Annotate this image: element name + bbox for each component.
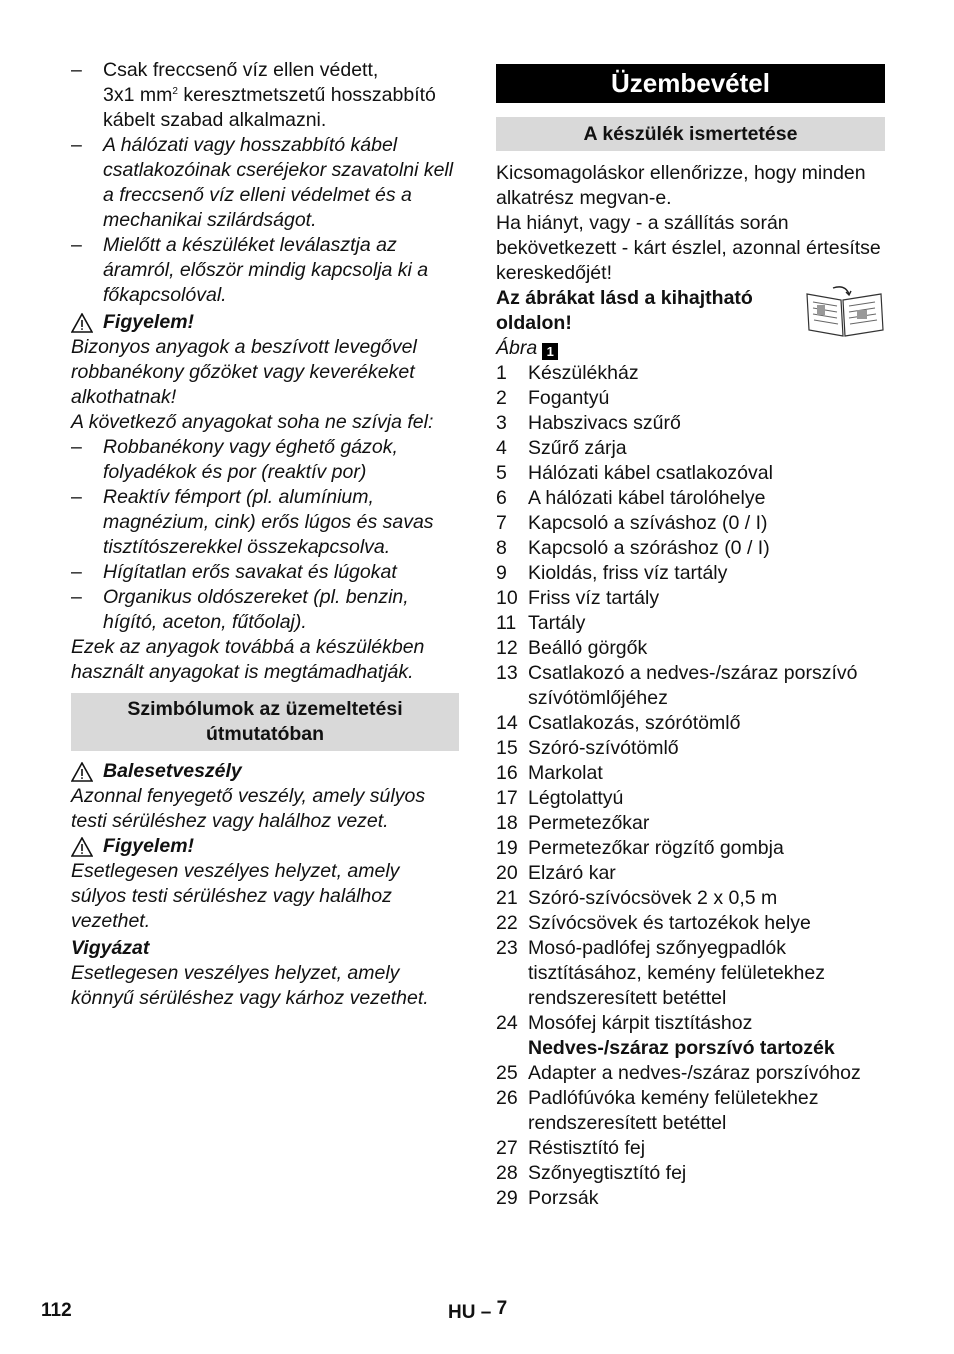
- warning-triangle-icon: [71, 837, 93, 857]
- list-item: 6 A hálózati kábel tárolóhelye: [496, 487, 766, 509]
- list-item: – Csak freccsenő víz ellen védett, 3x1 $mm^2$ keresztmetszetű hosszabbító kábelt szabad alkalmazni.: [71, 58, 459, 133]
- caution-heading: Vigyázat: [71, 937, 150, 959]
- list-item: 13 Csatlakozó a nedves-/száraz porszívó szívótömlőjéhez: [496, 662, 858, 709]
- figure-number-badge: 1: [542, 343, 558, 360]
- list-item: 20 Elzáró kar: [496, 862, 616, 884]
- list-item-text: Mielőtt a készüléket leválasztja az áramról, először mindig kapcsolja ki a főkapcsolóval.: [103, 234, 429, 306]
- danger-heading: Balesetveszély: [71, 759, 459, 784]
- warning-text: A következő anyagokat soha ne szívja fel:: [71, 411, 434, 433]
- list-item: 26 Padlófúvóka kemény felületekhez rendszeresített betéttel: [496, 1087, 819, 1134]
- list-item: 7 Kapcsoló a szíváshoz (0 / I): [496, 512, 768, 534]
- list-item-text: A hálózati vagy hosszabbító kábel csatlakozóinak cseréjekor szavatolni kell a freccsenő víz elleni védelmet és a mechanikai szilárdságot.: [103, 134, 454, 231]
- list-item: 4 Szűrő zárja: [496, 437, 627, 459]
- list-item: 22 Szívócsövek és tartozékok helye: [496, 912, 811, 934]
- warning-heading: Figyelem!: [71, 310, 459, 335]
- warning-text: Bizonyos anyagok a beszívott levegővel robbanékony gőzöket vagy keverékeket alkothatnak!: [71, 336, 417, 408]
- list-item: 21 Szóró-szívócsövek 2 x 0,5 m: [496, 887, 778, 909]
- intro-paragraph: Ha hiányt, vagy - a szállítás során bekövetkezett - kárt észlel, azonnal értesítse kereskedőjét!: [496, 212, 881, 284]
- list-item: 23 Mosó-padlófej szőnyegpadlók tisztításához, kemény felületekhez rendszeresített betéttel: [496, 937, 825, 1009]
- page-number: 112: [41, 1300, 72, 1321]
- warning-heading: Figyelem!: [71, 834, 459, 859]
- warning-triangle-icon: [71, 313, 93, 333]
- list-item: 28 Szőnyegtisztító fej: [496, 1162, 687, 1184]
- closing-text: Ezek az anyagok továbbá a készülékben használt anyagokat is megtámadhatják.: [71, 636, 425, 683]
- list-item: 2 Fogantyú: [496, 387, 610, 409]
- list-item: 8 Kapcsoló a szóráshoz (0 / I): [496, 537, 770, 559]
- warning-triangle-icon: [71, 762, 93, 782]
- list-item: – Hígítatlan erős savakat és lúgokat: [71, 561, 397, 583]
- accessories-heading: Nedves-/száraz porszívó tartozék: [528, 1037, 835, 1059]
- list-item: 10 Friss víz tartály: [496, 587, 660, 609]
- figure-note-text: Az ábrákat lásd a kihajtható oldalon!: [496, 287, 753, 334]
- symbols-heading: Szimbólumok az üzemeltetési útmutatóban: [71, 693, 459, 751]
- list-item: 16 Markolat: [496, 762, 603, 784]
- list-item: 11 Tartály: [496, 612, 586, 634]
- list-item: 17 Légtolattyú: [496, 787, 624, 809]
- list-item: 19 Permetezőkar rögzítő gombja: [496, 837, 784, 859]
- list-item: 18 Permetezőkar: [496, 812, 650, 834]
- list-item: – Robbanékony vagy éghető gázok, folyadékok és por (reaktív por): [71, 436, 398, 483]
- list-item: – Reaktív fémport (pl. alumínium, magnézium, cink) erős lúgos és savas tisztítószerekkel összekapcsolva.: [71, 486, 434, 558]
- list-item: – Mielőtt a készüléket leválasztja az áramról, először mindig kapcsolja ki a főkapcsolóval.: [71, 233, 459, 308]
- list-item: – Organikus oldószereket (pl. benzin, hígító, aceton, fűtőolaj).: [71, 586, 409, 633]
- footer-section-label: HU – 7: [448, 1298, 508, 1323]
- intro-paragraph: Kicsomagoláskor ellenőrizze, hogy minden alkatrész megvan-e.: [496, 162, 866, 209]
- list-item: 14 Csatlakozás, szórótömlő: [496, 712, 741, 734]
- left-column: [71, 58, 459, 1011]
- list-item: 25 Adapter a nedves-/száraz porszívóhoz: [496, 1062, 861, 1084]
- list-item: 15 Szóró-szívótömlő: [496, 737, 679, 759]
- list-item: 29 Porzsák: [496, 1187, 599, 1209]
- list-item: 12 Beálló görgők: [496, 637, 648, 659]
- list-item: 24 Mosófej kárpit tisztításhoz: [496, 1012, 753, 1034]
- list-item: – A hálózati vagy hosszabbító kábel csatlakozóinak cseréjekor szavatolni kell a freccsenő víz elleni védelmet és a mechanikai szilárdságot.: [71, 133, 459, 233]
- list-item-text: Csak freccsenő víz ellen védett, 3x1 $mm^2$ keresztmetszetű hosszabbító kábelt szabad alkalmazni.: [103, 59, 436, 131]
- section-title: Üzembevétel: [496, 64, 885, 103]
- figure-note: [496, 286, 885, 336]
- danger-text: Azonnal fenyegető veszély, amely súlyos testi sérüléshez vagy halálhoz vezet.: [71, 785, 426, 832]
- caution-text: Esetlegesen veszélyes helyzet, amely könnyű sérüléshez vagy kárhoz vezethet.: [71, 962, 429, 1009]
- right-column: [496, 58, 885, 1211]
- list-item: 9 Kioldás, friss víz tartály: [496, 562, 728, 584]
- list-item: 5 Hálózati kábel csatlakozóval: [496, 462, 773, 484]
- open-book-icon: [803, 286, 885, 340]
- list-item: 1 Készülékház: [496, 362, 639, 384]
- list-item: 3 Habszivacs szűrő: [496, 412, 681, 434]
- subsection-title: A készülék ismertetése: [496, 117, 885, 151]
- list-item: 27 Réstisztító fej: [496, 1137, 646, 1159]
- warning-text: Esetlegesen veszélyes helyzet, amely súlyos testi sérüléshez vagy halálhoz vezethet.: [71, 860, 400, 932]
- figure-label: Ábra 1: [496, 336, 885, 361]
- parts-list: [496, 361, 885, 1211]
